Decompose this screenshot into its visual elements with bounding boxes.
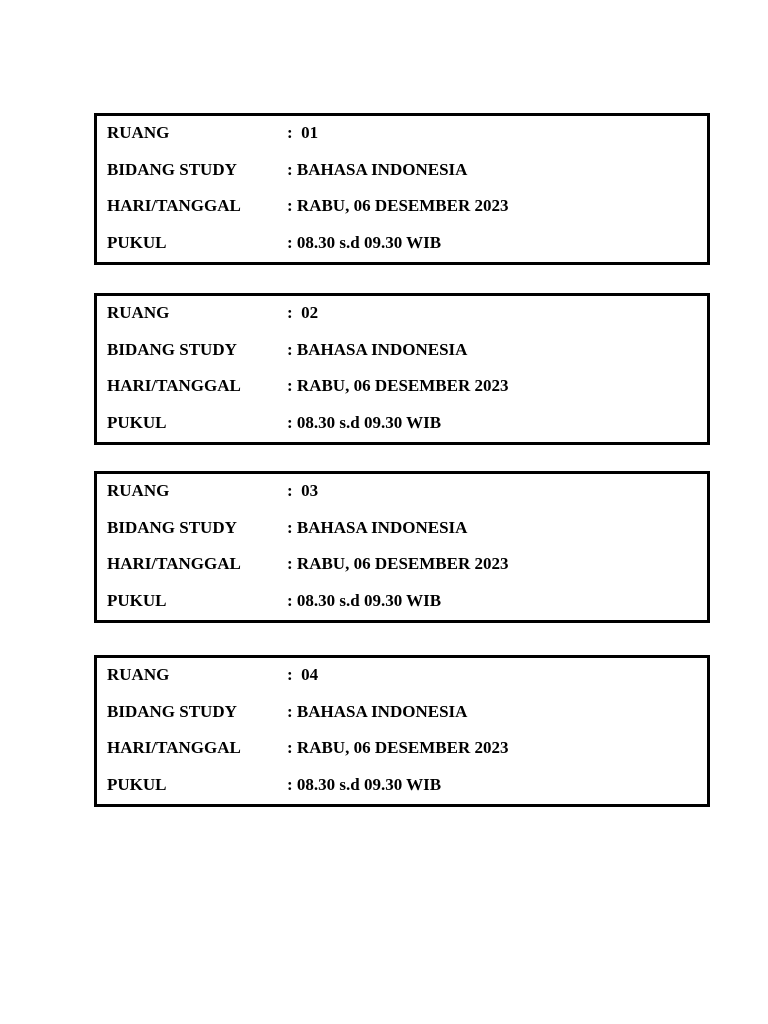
hari-tanggal-row <box>97 375 707 397</box>
pukul-label: PUKUL <box>107 233 167 252</box>
pukul-value: : 08.30 s.d 09.30 WIB <box>287 591 442 610</box>
bidang-study-row <box>97 159 707 181</box>
pukul-label: PUKUL <box>107 775 167 794</box>
room-card-2 <box>94 293 710 445</box>
hari-tanggal-row <box>97 195 707 217</box>
ruang-label: RUANG <box>107 481 170 500</box>
ruang-label: RUANG <box>107 123 170 142</box>
hari-tanggal-label: HARI/TANGGAL <box>107 738 241 757</box>
room-card-1 <box>94 113 710 265</box>
room-card-3 <box>94 471 710 623</box>
hari-tanggal-value: : RABU, 06 DESEMBER 2023 <box>287 554 509 573</box>
ruang-row <box>97 122 707 144</box>
pukul-value: : 08.30 s.d 09.30 WIB <box>287 233 442 252</box>
hari-tanggal-value: : RABU, 06 DESEMBER 2023 <box>287 196 509 215</box>
pukul-row <box>97 590 707 612</box>
bidang-study-value: : BAHASA INDONESIA <box>287 518 468 537</box>
bidang-study-label: BIDANG STUDY <box>107 160 237 179</box>
pukul-label: PUKUL <box>107 413 167 432</box>
hari-tanggal-row <box>97 553 707 575</box>
hari-tanggal-label: HARI/TANGGAL <box>107 196 241 215</box>
pukul-value: : 08.30 s.d 09.30 WIB <box>287 775 442 794</box>
ruang-row <box>97 480 707 502</box>
ruang-label: RUANG <box>107 303 170 322</box>
pukul-row <box>97 232 707 254</box>
ruang-row <box>97 302 707 324</box>
bidang-study-value: : BAHASA INDONESIA <box>287 340 468 359</box>
hari-tanggal-label: HARI/TANGGAL <box>107 554 241 573</box>
bidang-study-value: : BAHASA INDONESIA <box>287 160 468 179</box>
bidang-study-label: BIDANG STUDY <box>107 702 237 721</box>
bidang-study-row <box>97 517 707 539</box>
ruang-value: : 02 <box>287 303 319 322</box>
hari-tanggal-label: HARI/TANGGAL <box>107 376 241 395</box>
ruang-label: RUANG <box>107 665 170 684</box>
hari-tanggal-value: : RABU, 06 DESEMBER 2023 <box>287 738 509 757</box>
hari-tanggal-value: : RABU, 06 DESEMBER 2023 <box>287 376 509 395</box>
pukul-row <box>97 774 707 796</box>
bidang-study-row <box>97 701 707 723</box>
ruang-row <box>97 664 707 686</box>
ruang-value: : 01 <box>287 123 319 142</box>
bidang-study-label: BIDANG STUDY <box>107 518 237 537</box>
bidang-study-row <box>97 339 707 361</box>
pukul-value: : 08.30 s.d 09.30 WIB <box>287 413 442 432</box>
hari-tanggal-row <box>97 737 707 759</box>
pukul-label: PUKUL <box>107 591 167 610</box>
bidang-study-value: : BAHASA INDONESIA <box>287 702 468 721</box>
room-card-4 <box>94 655 710 807</box>
ruang-value: : 04 <box>287 665 319 684</box>
bidang-study-label: BIDANG STUDY <box>107 340 237 359</box>
ruang-value: : 03 <box>287 481 319 500</box>
pukul-row <box>97 412 707 434</box>
